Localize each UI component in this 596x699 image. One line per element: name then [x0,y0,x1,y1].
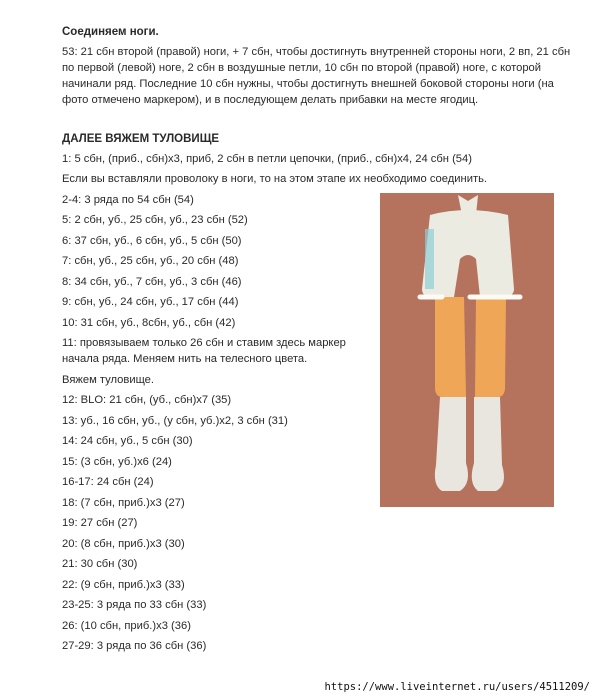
pattern-row: 10: 31 сбн, уб., 8сбн, уб., сбн (42) [62,317,236,329]
pattern-row: 1: 5 сбн, (приб., сбн)х3, приб, 2 сбн в петли цепочки, (приб., сбн)х4, 24 сбн (54) [62,153,472,165]
pattern-row: 27-29: 3 ряда по 36 сбн (36) [62,640,207,652]
pattern-row: 19: 27 сбн (27) [62,517,138,529]
pattern-row: 21: 30 сбн (30) [62,558,138,570]
pattern-row: 22: (9 сбн, приб.)х3 (33) [62,579,185,591]
pattern-row: 26: (10 сбн, приб.)х3 (36) [62,620,191,632]
pattern-row: 9: сбн, уб., 24 сбн, уб., 17 сбн (44) [62,296,239,308]
pattern-row: 11: провязываем только 26 сбн и ставим здесь маркер [62,337,346,349]
pattern-row: 5: 2 сбн, уб., 25 сбн, уб., 23 сбн (52) [62,214,248,226]
pattern-note: Если вы вставляли проволоку в ноги, то на этом этапе их необходимо соединить. [62,173,488,185]
pattern-row: 2-4: 3 ряда по 54 сбн (54) [62,194,194,206]
section-heading-torso: ДАЛЕЕ ВЯЖЕМ ТУЛОВИЩЕ [62,133,220,145]
pattern-note: Вяжем туловище. [62,374,154,386]
pattern-row: 7: сбн, уб., 25 сбн, уб., 20 сбн (48) [62,255,239,267]
pattern-row: 13: уб., 16 сбн, уб., (у сбн, уб.)х2, 3 сбн (31) [62,415,288,427]
pattern-row-continued: начала ряда. Меняем нить на телесного цвета. [62,353,308,365]
marker-thread [425,229,434,289]
section-heading-join-legs: Соединяем ноги. [62,26,159,38]
pattern-row: 14: 24 сбн, уб., 5 сбн (30) [62,435,193,447]
pattern-row: 23-25: 3 ряда по 33 сбн (33) [62,599,207,611]
paragraph-line: 53: 21 сбн второй (правой) ноги, + 7 сбн, чтобы достигнуть внутренней стороны ноги, 2 вп, 21 сбн [62,46,571,58]
paragraph-line: фото отмечено маркером), и в последующем делать прибавки на месте ягодиц. [62,94,479,106]
source-url: https://www.liveinternet.ru/users/4511209/ [324,681,590,693]
pattern-row: 12: BLO: 21 сбн, (уб., сбн)х7 (35) [62,394,232,406]
doll-legs-photo [380,193,554,507]
pattern-row: 18: (7 сбн, приб.)х3 (27) [62,497,185,509]
pattern-row: 15: (3 сбн, уб.)х6 (24) [62,456,172,468]
paragraph-line: начинали ряд. Последние 10 сбн нужны, чтобы достигнуть внешней боковой стороны ноги (на [62,78,554,90]
pattern-row: 20: (8 сбн, приб.)х3 (30) [62,538,185,550]
paragraph-line: по первой (левой) ноге, 2 сбн в воздушные петли, 10 сбн по второй (правой) ноге, с которой [62,62,542,74]
pattern-row: 6: 37 сбн, уб., 6 сбн, уб., 5 сбн (50) [62,235,242,247]
pattern-row: 8: 34 сбн, уб., 7 сбн, уб., 3 сбн (46) [62,276,242,288]
pattern-row: 16-17: 24 сбн (24) [62,476,154,488]
